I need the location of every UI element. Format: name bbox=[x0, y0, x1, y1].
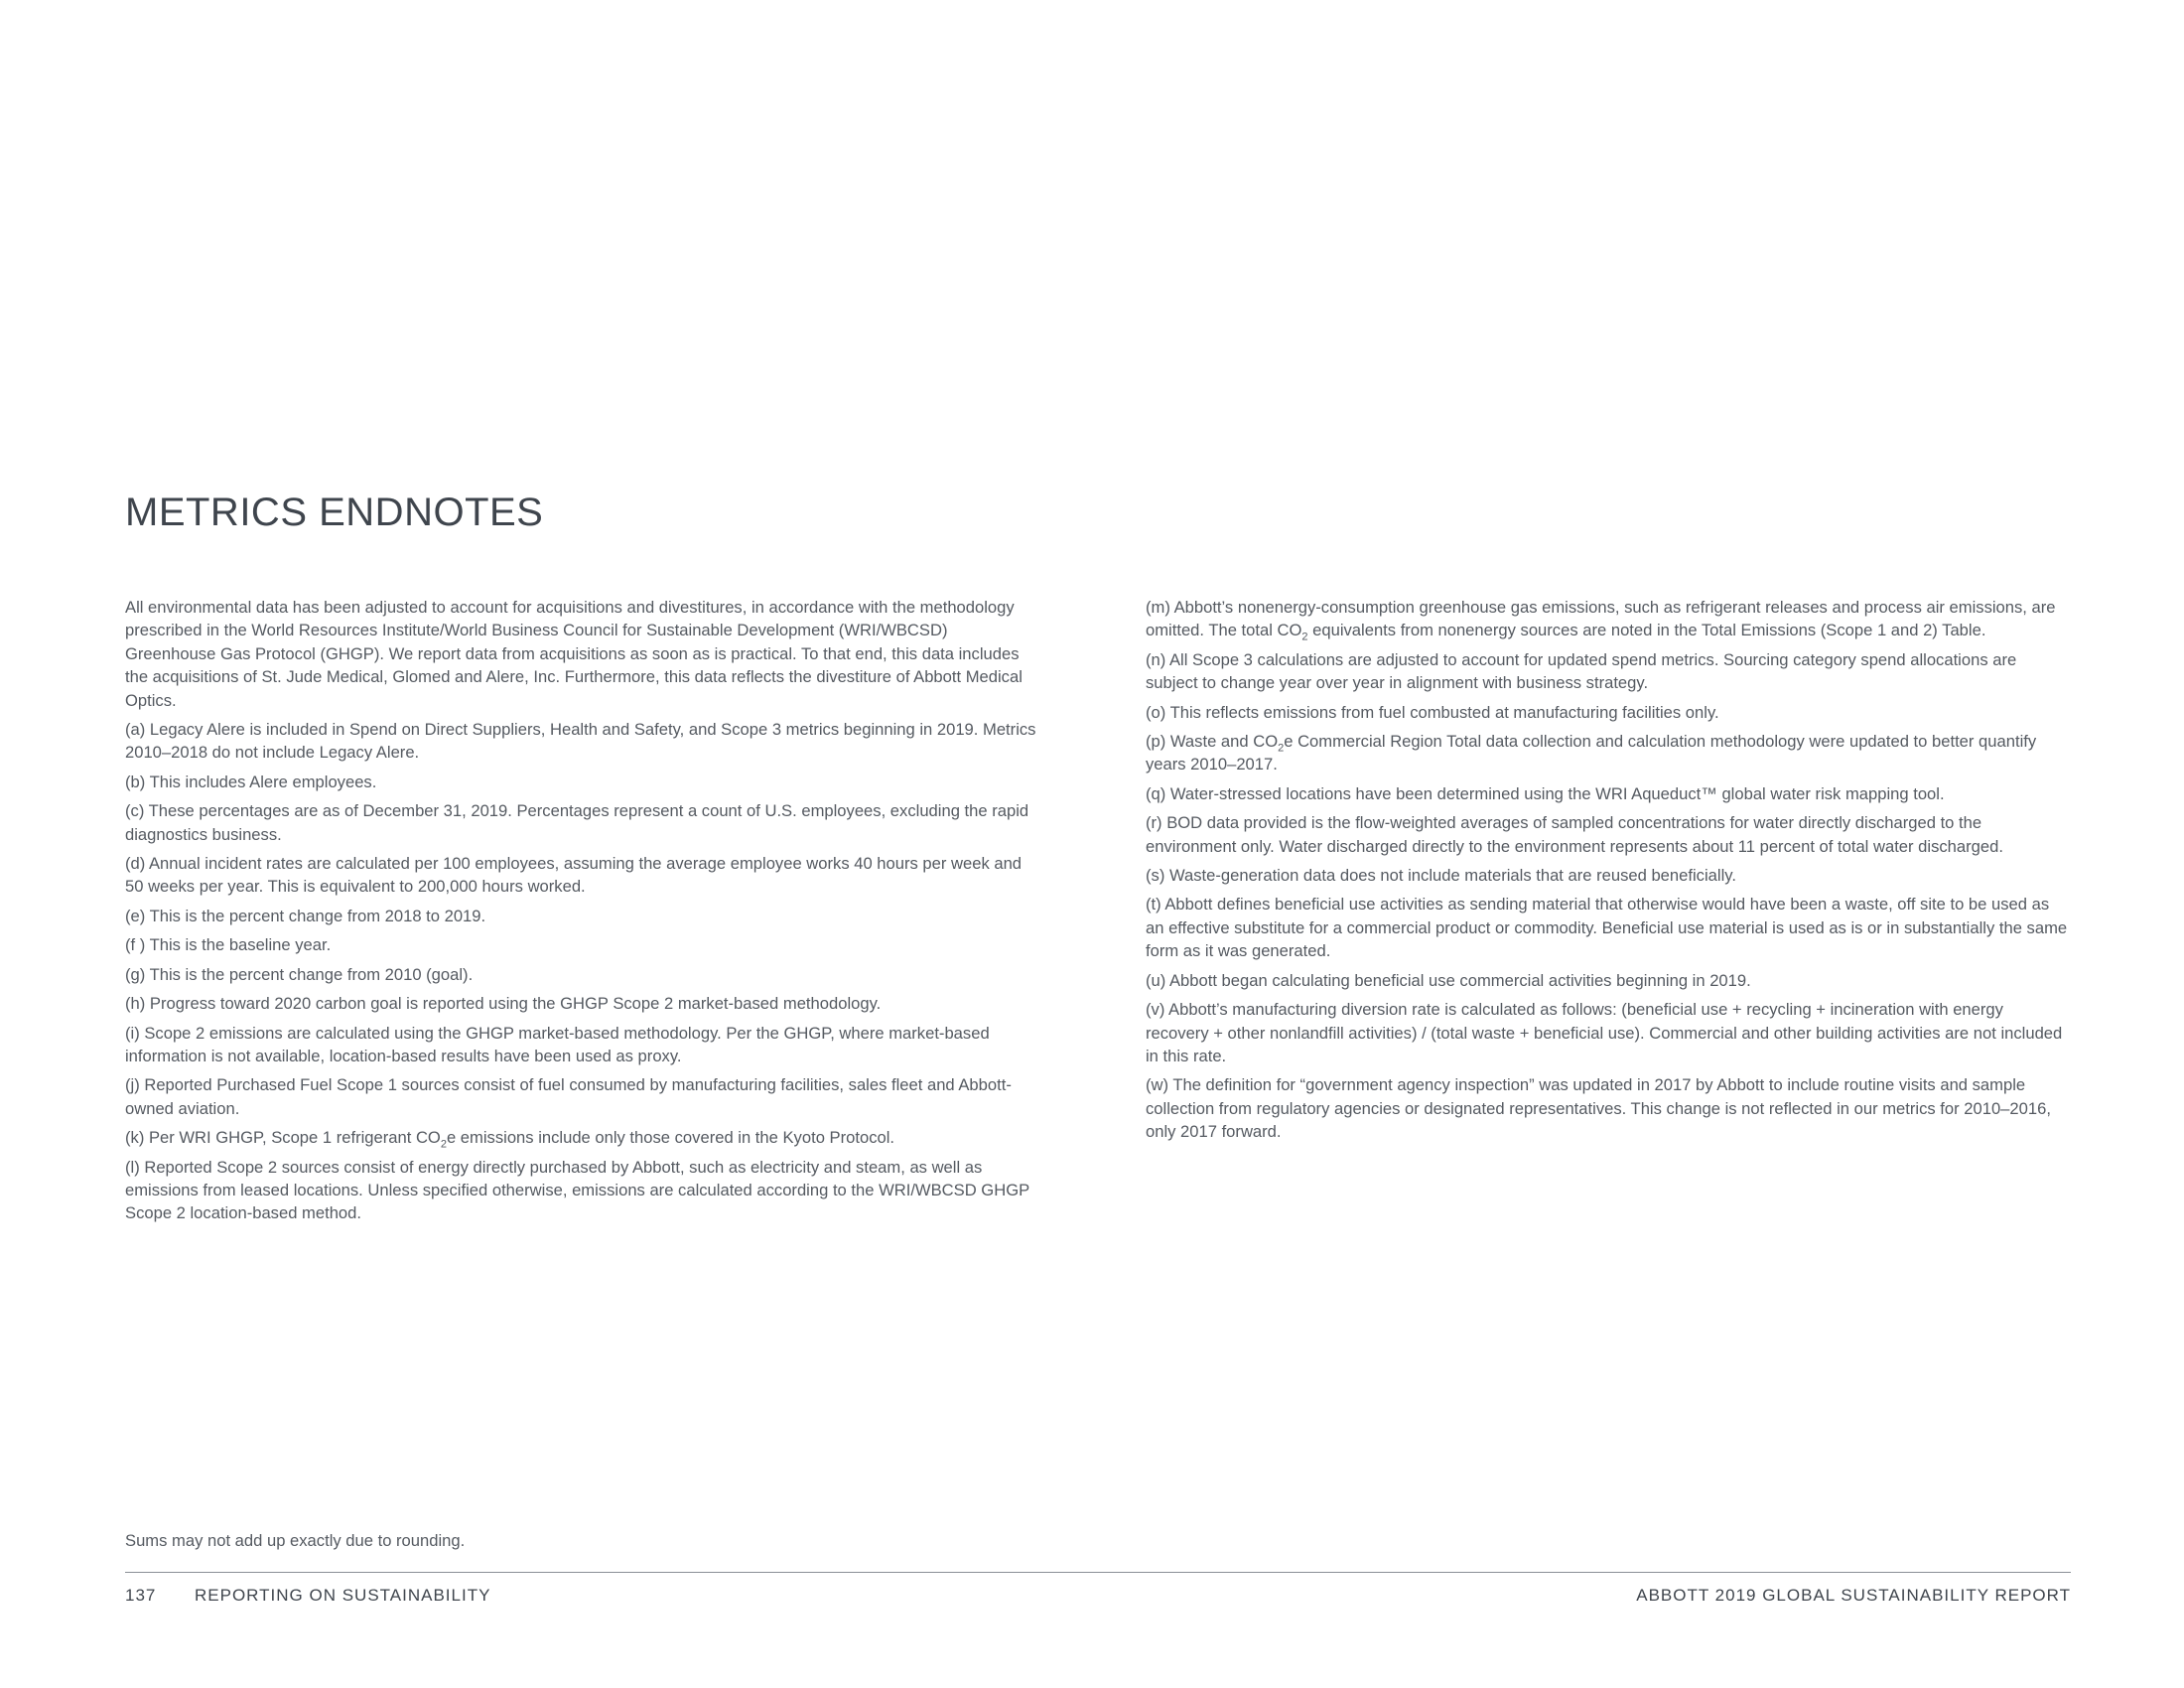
footer-section-name: REPORTING ON SUSTAINABILITY bbox=[195, 1586, 491, 1605]
endnote-m-text-start: (m) Abbott’s nonenergy-consumption greenhouse gas emissions, such as refrigerant releases and process air emissions, are omitted. The total CO bbox=[1146, 598, 2056, 640]
endnote-b: (b) This includes Alere employees. bbox=[125, 772, 377, 791]
endnote-o: (o) This reflects emissions from fuel combusted at manufacturing facilities only. bbox=[1146, 702, 1719, 722]
endnote-g: (g) This is the percent change from 2010 (goal). bbox=[125, 964, 474, 984]
footer-report-title: ABBOTT 2019 GLOBAL SUSTAINABILITY REPORT bbox=[1636, 1586, 2071, 1605]
endnote-j: (j) Reported Purchased Fuel Scope 1 sources consist of fuel consumed by manufacturing facilities, sales fleet and Abbott-owned aviation. bbox=[125, 1075, 1012, 1118]
page-number: 137 bbox=[125, 1586, 157, 1605]
endnote-q: (q) Water-stressed locations have been determined using the WRI Aqueduct™ global water risk mapping tool. bbox=[1146, 783, 1945, 803]
endnote-p-text-start: (p) Waste and CO bbox=[1146, 732, 1279, 752]
endnote-w: (w) The definition for “government agency inspection” was updated in 2017 by Abbott to include routine visits and sample collection from regulatory agencies or designated representatives. This change is not reflected in our metrics for 2010–2016, only 2017 forward. bbox=[1146, 1075, 2051, 1142]
endnote-p bbox=[1146, 730, 2069, 776]
endnote-t: (t) Abbott defines beneficial use activities as sending material that otherwise would have been a waste, off site to be used as an effective substitute for a commercial product or commodity. Beneficial use material is used as is or in substantially the same form as it was generated. bbox=[1146, 895, 2068, 961]
endnote-s: (s) Waste-generation data does not include materials that are reused beneficially. bbox=[1146, 866, 1736, 886]
endnote-u: (u) Abbott began calculating beneficial use commercial activities beginning in 2019. bbox=[1146, 970, 1751, 990]
endnote-m-text-end: equivalents from nonenergy sources are noted in the Total Emissions (Scope 1 and 2) Table. bbox=[1307, 621, 1986, 640]
rounding-footnote: Sums may not add up exactly due to rounding. bbox=[125, 1531, 466, 1550]
endnote-n: (n) All Scope 3 calculations are adjusted to account for updated spend metrics. Sourcing category spend allocations are subject to change year over year in alignment with business strategy. bbox=[1146, 649, 2017, 693]
endnote-h: (h) Progress toward 2020 carbon goal is reported using the GHGP Scope 2 market-based methodology. bbox=[125, 994, 882, 1014]
endnote-d: (d) Annual incident rates are calculated per 100 employees, assuming the average employee works 40 hours per week and 50 weeks per year. This is equivalent to 200,000 hours worked. bbox=[125, 854, 1023, 897]
endnote-a: (a) Legacy Alere is included in Spend on Direct Suppliers, Health and Safety, and Scope 3 metrics beginning in 2019. Metrics 2010–2018 do not include Legacy Alere. bbox=[125, 720, 1036, 763]
endnote-i: (i) Scope 2 emissions are calculated using the GHGP market-based methodology. Per the GHGP, where market-based information is not available, location-based results have been used as proxy. bbox=[125, 1023, 990, 1065]
endnote-k-text-end: e emissions include only those covered in the Kyoto Protocol. bbox=[446, 1128, 895, 1148]
page-footer bbox=[125, 1586, 2071, 1612]
endnote-c: (c) These percentages are as of December 31, 2019. Percentages represent a count of U.S. employees, excluding the rapid diagnostics business. bbox=[125, 801, 1029, 844]
endnote-v: (v) Abbott’s manufacturing diversion rate is calculated as follows: (beneficial use + recycling + incineration with energy recovery + other nonlandfill activities) / (total waste + beneficial use). Commercial and other building activities are not included in this rate. bbox=[1146, 1000, 2063, 1065]
endnote-l: (l) Reported Scope 2 sources consist of energy directly purchased by Abbott, such as electricity and steam, as well as emissions from leased locations. Unless specified otherwise, emissions are calculated according to the WRI/WBCSD GHGP Scope 2 location-based method. bbox=[125, 1157, 1029, 1223]
endnote-k-subscript: 2 bbox=[440, 1138, 447, 1151]
endnotes-left-column bbox=[125, 596, 1038, 1231]
endnotes-right-column bbox=[1146, 596, 2069, 1150]
endnote-m bbox=[1146, 596, 2069, 642]
endnote-m-subscript: 2 bbox=[1301, 631, 1308, 643]
endnote-k bbox=[125, 1126, 1038, 1149]
page-title: METRICS ENDNOTES bbox=[125, 491, 544, 534]
endnote-f: (f ) This is the baseline year. bbox=[125, 935, 332, 955]
footer-divider bbox=[125, 1572, 2071, 1573]
endnote-k-text-start: (k) Per WRI GHGP, Scope 1 refrigerant CO bbox=[125, 1128, 441, 1148]
endnote-e: (e) This is the percent change from 2018 to 2019. bbox=[125, 906, 486, 925]
endnote-p-text-end: e Commercial Region Total data collection and calculation methodology were updated to better quantify years 2010–2017. bbox=[1146, 732, 2037, 774]
endnote-p-subscript: 2 bbox=[1278, 742, 1285, 755]
endnote-r: (r) BOD data provided is the flow-weighted averages of sampled concentrations for water directly discharged to the environment only. Water discharged directly to the environment represents about 11 percent of total water discharged. bbox=[1146, 813, 2003, 856]
endnote-intro: All environmental data has been adjusted to account for acquisitions and divestitures, in accordance with the methodology prescribed in the World Resources Institute/World Business Council for Sustainable Development (WRI/WBCSD) Greenhouse Gas Protocol (GHGP). We report data from acquisitions as soon as is practical. To that end, this data includes the acquisitions of St. Jude Medical, Glomed and Alere, Inc. Furthermore, this data reflects the divestiture of Abbott Medical Optics. bbox=[125, 598, 1023, 710]
